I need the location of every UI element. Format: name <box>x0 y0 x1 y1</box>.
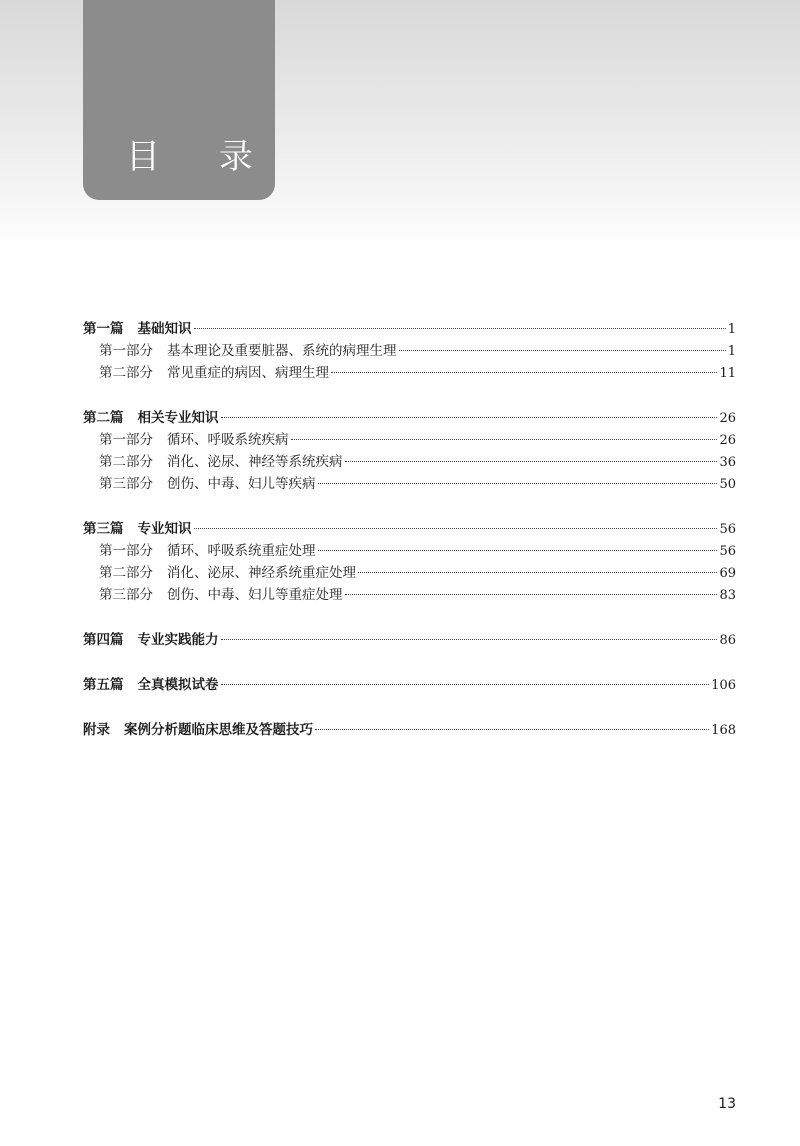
appendix-title: 案例分析题临床思维及答题技巧 <box>124 722 313 738</box>
dot-leader <box>345 461 718 462</box>
toc-part-4 <box>83 629 736 651</box>
toc-appendix <box>83 719 736 741</box>
toc-appendix-entry[interactable] <box>83 719 736 741</box>
section-title: 循环、呼吸系统疾病 <box>167 432 289 448</box>
page-title: 目 录 <box>126 137 277 177</box>
part-number: 第一篇 <box>83 321 124 337</box>
dot-leader <box>318 483 718 484</box>
page-ref: 36 <box>719 455 736 470</box>
part-title: 全真模拟试卷 <box>137 677 219 693</box>
toc-section-entry[interactable] <box>83 473 736 495</box>
page-ref: 56 <box>719 544 736 559</box>
dot-leader <box>221 684 710 685</box>
section-title: 基本理论及重要脏器、系统的病理生理 <box>167 343 397 359</box>
part-number: 第四篇 <box>83 632 124 648</box>
section-number: 第三部分 <box>99 587 153 603</box>
page-ref: 26 <box>719 433 736 448</box>
toc-section-entry[interactable] <box>83 340 736 362</box>
section-title: 常见重症的病因、病理生理 <box>167 365 329 381</box>
appendix-label: 附录 <box>83 722 110 738</box>
dot-leader <box>358 572 717 573</box>
section-number: 第一部分 <box>99 543 153 559</box>
dot-leader <box>399 350 726 351</box>
toc-section-entry[interactable] <box>83 362 736 384</box>
dot-leader <box>318 550 718 551</box>
page-ref: 86 <box>719 633 736 648</box>
toc-section-entry[interactable] <box>83 540 736 562</box>
section-number: 第二部分 <box>99 454 153 470</box>
toc-section-entry[interactable] <box>83 584 736 606</box>
page-ref: 11 <box>719 366 736 381</box>
toc-part-entry[interactable] <box>83 318 736 340</box>
toc-part-entry[interactable] <box>83 518 736 540</box>
page-ref: 69 <box>719 566 736 581</box>
page-number: 13 <box>718 1096 736 1112</box>
toc-part-2 <box>83 407 736 495</box>
toc-section-entry[interactable] <box>83 562 736 584</box>
toc-part-entry[interactable] <box>83 629 736 651</box>
page-ref: 1 <box>727 322 736 337</box>
toc-part-3 <box>83 518 736 606</box>
part-number: 第二篇 <box>83 410 124 426</box>
section-number: 第三部分 <box>99 476 153 492</box>
dot-leader <box>221 639 718 640</box>
dot-leader <box>315 729 709 730</box>
section-title: 创伤、中毒、妇儿等疾病 <box>167 476 316 492</box>
page-ref: 26 <box>719 411 736 426</box>
section-title: 消化、泌尿、神经等系统疾病 <box>167 454 343 470</box>
page-ref: 168 <box>711 723 736 738</box>
toc-part-5 <box>83 674 736 696</box>
dot-leader <box>194 528 718 529</box>
part-title: 专业知识 <box>137 521 192 537</box>
section-number: 第二部分 <box>99 565 153 581</box>
page-ref: 56 <box>719 522 736 537</box>
toc-part-entry[interactable] <box>83 407 736 429</box>
section-title: 循环、呼吸系统重症处理 <box>167 543 316 559</box>
dot-leader <box>194 328 726 329</box>
toc-part-1 <box>83 318 736 384</box>
section-title: 创伤、中毒、妇儿等重症处理 <box>167 587 343 603</box>
part-number: 第五篇 <box>83 677 124 693</box>
toc-part-entry[interactable] <box>83 674 736 696</box>
page-ref: 83 <box>719 588 736 603</box>
page-ref: 1 <box>727 344 736 359</box>
part-title: 专业实践能力 <box>137 632 219 648</box>
section-title: 消化、泌尿、神经系统重症处理 <box>167 565 356 581</box>
dot-leader <box>291 439 718 440</box>
section-number: 第一部分 <box>99 432 153 448</box>
part-title: 相关专业知识 <box>137 410 219 426</box>
dot-leader <box>221 417 718 418</box>
toc-section-entry[interactable] <box>83 429 736 451</box>
toc-section-entry[interactable] <box>83 451 736 473</box>
table-of-contents <box>83 318 736 764</box>
section-number: 第一部分 <box>99 343 153 359</box>
dot-leader <box>331 372 717 373</box>
dot-leader <box>345 594 718 595</box>
page-ref: 50 <box>719 477 736 492</box>
part-title: 基础知识 <box>137 321 192 337</box>
page-ref: 106 <box>711 678 736 693</box>
part-number: 第三篇 <box>83 521 124 537</box>
section-number: 第二部分 <box>99 365 153 381</box>
